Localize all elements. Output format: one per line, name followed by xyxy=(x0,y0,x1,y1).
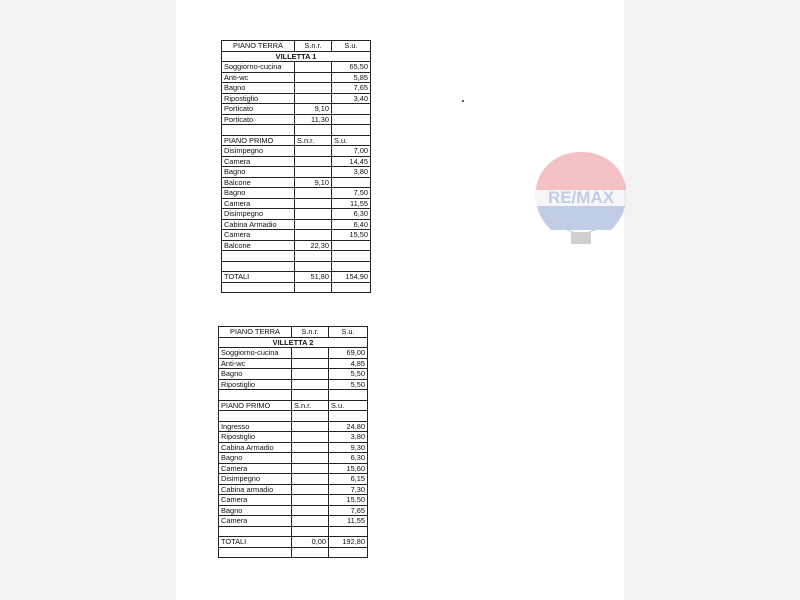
table-row xyxy=(219,484,368,495)
su-cell: 3,80 xyxy=(329,432,368,443)
table-row xyxy=(222,72,371,83)
su-cell: 6,30 xyxy=(329,453,368,464)
su-cell: 69,00 xyxy=(329,348,368,359)
snr-cell xyxy=(292,547,329,558)
table-row xyxy=(222,240,371,251)
snr-cell xyxy=(295,83,332,94)
su-cell: 3,80 xyxy=(332,167,371,178)
su-cell: 5,50 xyxy=(329,379,368,390)
room-cell: Ripostiglio xyxy=(222,93,295,104)
header-cell: S.u. xyxy=(329,327,368,338)
su-cell: 11,55 xyxy=(332,198,371,209)
table-row xyxy=(222,62,371,73)
table-row xyxy=(222,167,371,178)
su-cell: 15,50 xyxy=(332,230,371,241)
table-row xyxy=(222,272,371,283)
snr-cell xyxy=(295,125,332,136)
su-cell: 5,50 xyxy=(329,369,368,380)
table-row xyxy=(219,495,368,506)
su-cell xyxy=(332,251,371,262)
snr-cell xyxy=(295,146,332,157)
villetta-2-table xyxy=(218,326,368,558)
table-row xyxy=(222,188,371,199)
su-cell xyxy=(332,261,371,272)
su-cell: 7,65 xyxy=(329,505,368,516)
room-cell: Cabina armadio xyxy=(219,484,292,495)
snr-cell xyxy=(292,474,329,485)
scan-speck xyxy=(462,100,464,102)
villa-title: VILLETTA 1 xyxy=(222,51,371,62)
table-row xyxy=(219,348,368,359)
table-row xyxy=(219,537,368,548)
header-row xyxy=(222,41,371,52)
su-cell xyxy=(329,526,368,537)
su-cell xyxy=(332,177,371,188)
table-row xyxy=(222,83,371,94)
table-row xyxy=(219,432,368,443)
table-row xyxy=(222,135,371,146)
table-row xyxy=(219,390,368,401)
room-cell: Bagno xyxy=(222,188,295,199)
snr-cell xyxy=(292,516,329,527)
su-cell: 154,90 xyxy=(332,272,371,283)
room-cell: Cabina Armadio xyxy=(222,219,295,230)
table-row xyxy=(219,379,368,390)
su-cell: 15,60 xyxy=(329,463,368,474)
su-cell: 9,30 xyxy=(329,442,368,453)
su-cell: 7,00 xyxy=(332,146,371,157)
header-cell: S.n.r. xyxy=(295,41,332,52)
snr-cell xyxy=(292,379,329,390)
table-row xyxy=(219,358,368,369)
room-cell: Camera xyxy=(219,495,292,506)
room-cell: Bagno xyxy=(222,83,295,94)
snr-cell xyxy=(292,505,329,516)
remax-balloon-watermark xyxy=(531,150,631,270)
villetta-1-table xyxy=(221,40,371,293)
su-cell: 7,30 xyxy=(329,484,368,495)
room-cell xyxy=(222,261,295,272)
table-row xyxy=(219,400,368,411)
snr-cell xyxy=(295,261,332,272)
table-row xyxy=(222,282,371,293)
su-cell xyxy=(329,390,368,401)
watermark-text: RE/MAX xyxy=(547,188,615,207)
room-cell: Anti-wc xyxy=(219,358,292,369)
snr-cell xyxy=(292,348,329,359)
snr-cell xyxy=(292,421,329,432)
snr-cell xyxy=(295,167,332,178)
table-row xyxy=(219,369,368,380)
table-row xyxy=(222,104,371,115)
table-row xyxy=(219,453,368,464)
room-cell: Camera xyxy=(222,156,295,167)
su-cell xyxy=(329,411,368,422)
su-cell xyxy=(332,114,371,125)
snr-cell xyxy=(292,484,329,495)
table-row xyxy=(219,474,368,485)
table-row xyxy=(219,421,368,432)
room-cell: Balcone xyxy=(222,177,295,188)
room-cell: TOTALI xyxy=(222,272,295,283)
table-row xyxy=(222,251,371,262)
villa-title: VILLETTA 2 xyxy=(219,337,368,348)
room-cell: Balcone xyxy=(222,240,295,251)
title-row xyxy=(222,51,371,62)
table-row xyxy=(222,230,371,241)
su-cell: 7,65 xyxy=(332,83,371,94)
snr-cell: 51,80 xyxy=(295,272,332,283)
snr-cell xyxy=(295,219,332,230)
su-cell: 3,40 xyxy=(332,93,371,104)
su-cell: S.u. xyxy=(332,135,371,146)
room-cell: Porticato xyxy=(222,104,295,115)
su-cell: 65,50 xyxy=(332,62,371,73)
table-row xyxy=(222,219,371,230)
snr-cell xyxy=(295,282,332,293)
room-cell: Camera xyxy=(222,230,295,241)
room-cell: Disimpegno xyxy=(222,209,295,220)
room-cell: Cabina Armadio xyxy=(219,442,292,453)
table-row xyxy=(219,442,368,453)
su-cell: 14,45 xyxy=(332,156,371,167)
snr-cell xyxy=(292,358,329,369)
room-cell: Camera xyxy=(219,463,292,474)
header-cell: PIANO TERRA xyxy=(222,41,295,52)
snr-cell: 9,10 xyxy=(295,104,332,115)
room-cell: Anti-wc xyxy=(222,72,295,83)
snr-cell xyxy=(295,93,332,104)
room-cell: Ingresso xyxy=(219,421,292,432)
su-cell xyxy=(332,240,371,251)
snr-cell: S.n.r. xyxy=(292,400,329,411)
room-cell: Bagno xyxy=(222,167,295,178)
room-cell: PIANO PRIMO xyxy=(219,400,292,411)
su-cell: 15,50 xyxy=(329,495,368,506)
room-cell xyxy=(219,390,292,401)
su-cell: 192,80 xyxy=(329,537,368,548)
table-row xyxy=(219,526,368,537)
table-row xyxy=(219,505,368,516)
snr-cell xyxy=(292,411,329,422)
table-row xyxy=(219,411,368,422)
table-row xyxy=(222,93,371,104)
room-cell xyxy=(222,125,295,136)
su-cell: S.u. xyxy=(329,400,368,411)
table-row xyxy=(222,209,371,220)
su-cell: 11,55 xyxy=(329,516,368,527)
snr-cell: 11,30 xyxy=(295,114,332,125)
snr-cell: 22,30 xyxy=(295,240,332,251)
room-cell: Bagno xyxy=(219,505,292,516)
header-cell: PIANO TERRA xyxy=(219,327,292,338)
room-cell: PIANO PRIMO xyxy=(222,135,295,146)
snr-cell xyxy=(292,453,329,464)
header-cell: S.n.r. xyxy=(292,327,329,338)
snr-cell: 9,10 xyxy=(295,177,332,188)
room-cell xyxy=(222,251,295,262)
su-cell: 5,85 xyxy=(332,72,371,83)
snr-cell xyxy=(292,432,329,443)
header-row xyxy=(219,327,368,338)
snr-cell xyxy=(292,495,329,506)
room-cell: Camera xyxy=(219,516,292,527)
table-row xyxy=(222,198,371,209)
table-row xyxy=(222,146,371,157)
room-cell: Disimpegno xyxy=(219,474,292,485)
room-cell: Bagno xyxy=(219,369,292,380)
table-row xyxy=(222,125,371,136)
room-cell: Bagno xyxy=(219,453,292,464)
snr-cell xyxy=(295,198,332,209)
su-cell: 6,30 xyxy=(332,209,371,220)
table-row xyxy=(219,516,368,527)
snr-cell xyxy=(292,390,329,401)
su-cell xyxy=(329,547,368,558)
room-cell: Porticato xyxy=(222,114,295,125)
table-row xyxy=(222,177,371,188)
snr-cell: S.n.r. xyxy=(295,135,332,146)
su-cell: 6,15 xyxy=(329,474,368,485)
su-cell xyxy=(332,282,371,293)
room-cell xyxy=(222,282,295,293)
su-cell: 6,40 xyxy=(332,219,371,230)
room-cell xyxy=(219,547,292,558)
snr-cell xyxy=(292,463,329,474)
room-cell: Ripostiglio xyxy=(219,432,292,443)
snr-cell xyxy=(295,230,332,241)
room-cell xyxy=(219,411,292,422)
table-row xyxy=(222,261,371,272)
snr-cell: 0,00 xyxy=(292,537,329,548)
title-row xyxy=(219,337,368,348)
room-cell: Soggiorno-cucina xyxy=(222,62,295,73)
su-cell: 7,50 xyxy=(332,188,371,199)
room-cell: Camera xyxy=(222,198,295,209)
su-cell: 24,80 xyxy=(329,421,368,432)
room-cell xyxy=(219,526,292,537)
room-cell: Disimpegno xyxy=(222,146,295,157)
table-row xyxy=(219,463,368,474)
su-cell: 4,85 xyxy=(329,358,368,369)
snr-cell xyxy=(292,526,329,537)
snr-cell xyxy=(292,369,329,380)
table-row xyxy=(219,547,368,558)
snr-cell xyxy=(295,209,332,220)
table-row xyxy=(222,114,371,125)
snr-cell xyxy=(295,188,332,199)
su-cell xyxy=(332,104,371,115)
snr-cell xyxy=(295,251,332,262)
snr-cell xyxy=(295,156,332,167)
room-cell: Ripostiglio xyxy=(219,379,292,390)
header-cell: S.u. xyxy=(332,41,371,52)
room-cell: Soggiorno-cucina xyxy=(219,348,292,359)
room-cell: TOTALI xyxy=(219,537,292,548)
snr-cell xyxy=(292,442,329,453)
snr-cell xyxy=(295,62,332,73)
table-row xyxy=(222,156,371,167)
snr-cell xyxy=(295,72,332,83)
su-cell xyxy=(332,125,371,136)
